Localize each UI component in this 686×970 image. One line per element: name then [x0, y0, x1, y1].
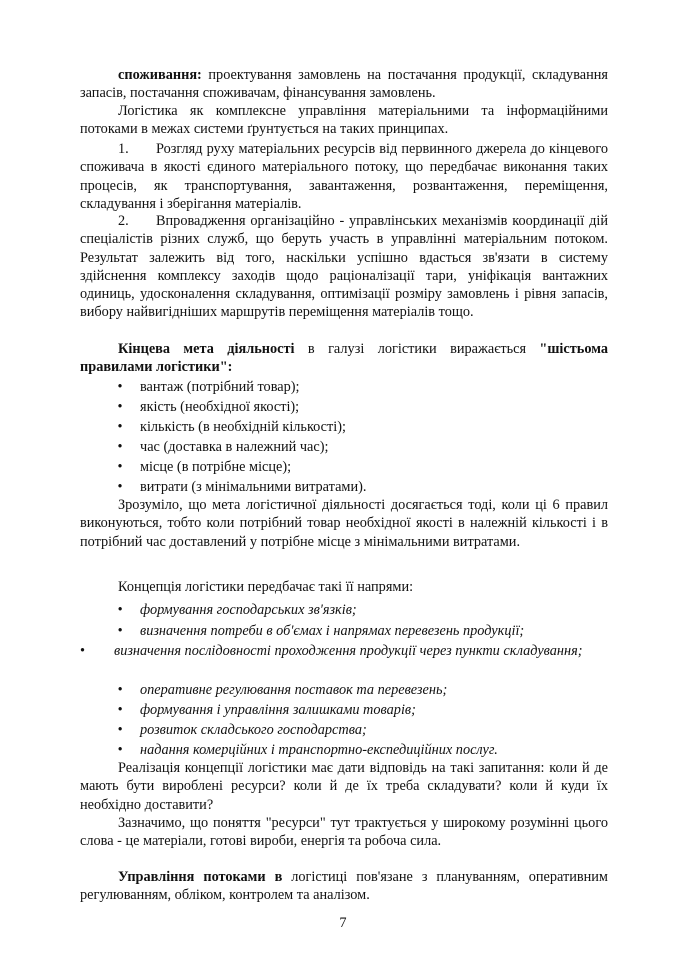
bullet-icon: •: [80, 643, 86, 659]
bullet-icon: •: [117, 702, 123, 718]
paragraph-final-goal: [80, 340, 608, 377]
list-item-text: формування господарських зв'язків;: [140, 602, 357, 618]
list-item: [80, 642, 608, 660]
item-text: Впровадження організаційно - управлінських механізмів координації дій спеціалістів різних служб, що беруть участь в управлінні матеріальним потоком. Результат залежить від того, наскільки успішно вдасться зв'язати в систему здійснення комплексу заходів щодо раціоналізації тари, уніфікація вантажних одиниць, удосконалення складування, оптимізації розміру замовлень і рівня запасів, вибору найвигідніших маршрутів переміщення матеріалів тощо.: [80, 213, 608, 321]
item-number: 2.: [118, 213, 129, 229]
list-item-text: місце (в потрібне місце);: [140, 459, 292, 475]
list-item-text: визначення послідовності проходження продукції через пункти складування;: [114, 643, 583, 659]
bullet-icon: •: [117, 439, 123, 455]
list-item-text: вантаж (потрібний товар);: [140, 379, 300, 395]
item-number: 1.: [118, 141, 129, 157]
bullet-icon: •: [117, 602, 123, 618]
bullet-icon: •: [117, 399, 123, 415]
paragraph-text: в галузі логістики виражається: [294, 341, 540, 357]
bold-term: споживання:: [118, 67, 202, 83]
item-text: Розгляд руху матеріальних ресурсів від первинного джерела до кінцевого споживача в якості єдиного матеріального потоку, що передбачає виконання таких процесів, як транспортування, завантаження, розвантаження, переміщення, складування і зберігання матеріалів.: [80, 141, 608, 212]
list-item-text: формування і управління залишками товарів;: [140, 702, 416, 718]
paragraph-questions: Реалізація концепції логістики має дати відповідь на такі запитання: коли й де мають бути вироблені ресурси? коли й де їх треба складувати? коли й куди їх необхідно доставити?: [80, 760, 608, 813]
paragraph-flow-management: [80, 868, 608, 905]
paragraph-resources: Зазначимо, що поняття "ресурси" тут трактується у широкому розумінні цього слова - це матеріали, готові вироби, енергія та робоча сила.: [80, 815, 608, 850]
bold-term: "шістьома правилами логістики":: [80, 341, 608, 376]
paragraph-directions-intro: Концепція логістики передбачає такі її напрями:: [118, 579, 414, 595]
bullet-icon: •: [117, 419, 123, 435]
principle-item-1: [80, 140, 608, 213]
paragraph-text: проектування замовлень на постачання продукції, складування запасів, постачання споживачам, фінансування замовлень.: [80, 67, 608, 102]
bullet-icon: •: [117, 722, 123, 738]
paragraph-six-rules: Зрозуміло, що мета логістичної діяльності досягається тоді, коли ці 6 правил виконуються, тобто коли потрібний товар необхідної якості в належній кількості і в потрібний час доставлений у потрібне місце з мінімальними витратами.: [80, 497, 608, 550]
bold-term: Кінцева мета діяльності: [118, 341, 295, 357]
page-number: 7: [339, 915, 347, 931]
bullet-icon: •: [117, 379, 123, 395]
principle-item-2: [80, 212, 608, 322]
paragraph-text: логістиці пов'язане з плануванням, оперативним регулюванням, обліком, контролем та аналізом.: [80, 869, 608, 904]
bullet-icon: •: [117, 479, 123, 495]
bullet-icon: •: [117, 623, 123, 639]
list-item-text: надання комерційних і транспортно-експедиційних послуг.: [140, 742, 498, 758]
list-item-text: розвиток складського господарства;: [140, 722, 367, 738]
paragraph-principles-intro: Логістика як комплексне управління матеріальними та інформаційними потоками в межах системи ґрунтується на таких принципах.: [80, 103, 608, 138]
bullet-icon: •: [117, 459, 123, 475]
paragraph-consumption: [80, 66, 608, 103]
bullet-icon: •: [117, 742, 123, 758]
list-item-text: витрати (з мінімальними витратами).: [140, 479, 367, 495]
list-item-text: якість (необхідної якості);: [140, 399, 300, 415]
bullet-icon: •: [117, 682, 123, 698]
bold-term: Управління потоками в: [118, 869, 283, 885]
list-item-text: визначення потреби в об'ємах і напрямах перевезень продукції;: [140, 623, 525, 639]
list-item-text: час (доставка в належний час);: [140, 439, 329, 455]
list-item-text: кількість (в необхідній кількості);: [140, 419, 346, 435]
list-item-text: оперативне регулювання поставок та перевезень;: [140, 682, 448, 698]
